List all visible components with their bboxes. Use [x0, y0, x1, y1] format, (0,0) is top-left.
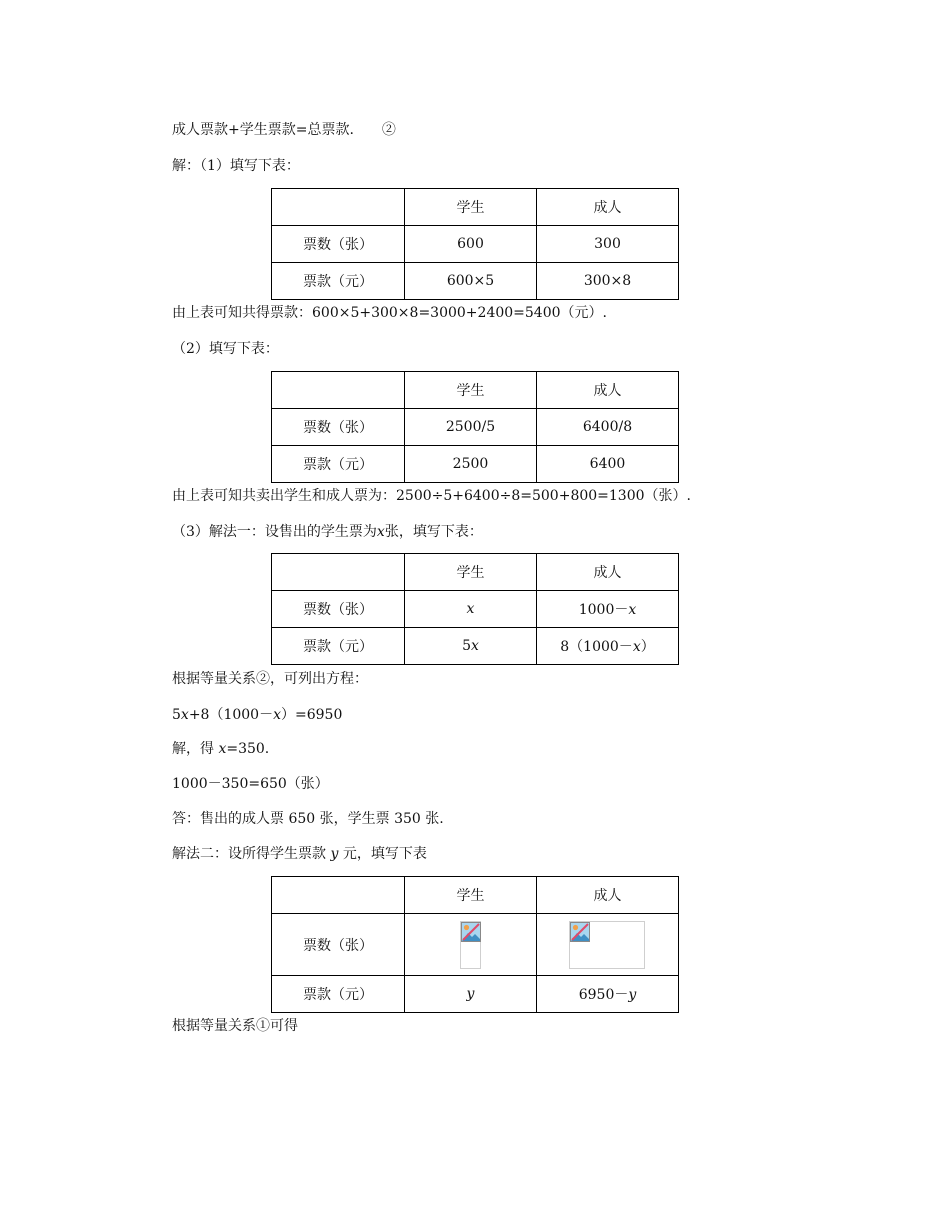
variable-x: x [471, 638, 479, 654]
table-4 [271, 876, 679, 1013]
table-cell [537, 591, 679, 628]
table-cell [405, 628, 537, 665]
text-span: 5 [172, 707, 181, 723]
table-cell: 学生 [405, 554, 537, 591]
table-cell: 600 [405, 226, 537, 263]
table-cell [537, 914, 679, 976]
table-header-row [272, 189, 679, 226]
text-line-solve [172, 740, 269, 758]
table-header-row [272, 877, 679, 914]
table-cell: 票数（张） [272, 409, 405, 446]
text-span: 张，填写下表： [384, 524, 483, 540]
text-span: 1000－ [578, 602, 629, 618]
broken-image-icon [570, 922, 590, 942]
table-1 [271, 188, 679, 300]
table-cell: 成人 [537, 189, 679, 226]
variable-y: y [330, 846, 339, 862]
text-span: 解法二：设所得学生票款 [172, 846, 331, 862]
variable-x: x [180, 707, 189, 723]
table-cell: 600×5 [405, 263, 537, 300]
text-span: 解，得 [172, 741, 219, 757]
table-row [272, 628, 679, 665]
table-row [272, 226, 679, 263]
table-cell [537, 976, 679, 1013]
table-cell: 学生 [405, 189, 537, 226]
text-line-relation-1: 根据等量关系①可得 [172, 1018, 298, 1034]
table-cell [405, 914, 537, 976]
table-cell [272, 877, 405, 914]
table-cell: 学生 [405, 372, 537, 409]
text-line-solution-2: （2）填写下表： [172, 341, 279, 357]
table-cell: 300 [537, 226, 679, 263]
text-line-equation [172, 706, 342, 724]
table-cell: 2500/5 [405, 409, 537, 446]
text-span: （3）解法一：设售出的学生票为 [172, 524, 377, 540]
broken-image [569, 921, 645, 969]
text-line-equation-intro: 根据等量关系②，可列出方程： [172, 671, 368, 687]
table-header-row [272, 554, 679, 591]
table-cell: 学生 [405, 877, 537, 914]
text-line-answer: 答：售出的成人票 650 张，学生票 350 张. [172, 811, 444, 827]
table-row [272, 409, 679, 446]
text-line-calculation: 1000－350=650（张） [172, 776, 329, 792]
text-line-equation-2: 成人票款+学生票款=总票款. ② [172, 122, 396, 138]
table-cell: x [405, 591, 537, 628]
table-cell: 300×8 [537, 263, 679, 300]
text-span: ）=6950 [281, 707, 343, 723]
variable-x: x [632, 639, 641, 655]
text-line-solution-3 [172, 523, 483, 541]
variable-y: y [628, 987, 637, 1003]
table-header-row [272, 372, 679, 409]
table-cell: 成人 [537, 372, 679, 409]
table-row [272, 263, 679, 300]
text-line-result-1: 由上表可知共得票款：600×5+300×8=3000+2400=5400（元）. [172, 305, 607, 321]
table-2 [271, 371, 679, 483]
table-row [272, 976, 679, 1013]
text-span: 8（1000－ [560, 639, 633, 655]
variable-x: x [628, 602, 637, 618]
text-line-solution-1: 解：（1）填写下表： [172, 158, 300, 174]
table-row [272, 591, 679, 628]
table-row [272, 446, 679, 483]
table-cell: 成人 [537, 877, 679, 914]
text-line-method-2 [172, 845, 427, 863]
text-span: =350. [226, 741, 270, 757]
broken-image-icon [461, 922, 481, 942]
table-cell: 6400/8 [537, 409, 679, 446]
table-row [272, 914, 679, 976]
table-cell: 2500 [405, 446, 537, 483]
text-span: 元，填写下表 [338, 846, 427, 862]
text-line-result-2: 由上表可知共卖出学生和成人票为：2500÷5+6400÷8=500+800=1300（张）. [172, 488, 691, 504]
text-span: ） [640, 639, 655, 655]
table-cell: 票款（元） [272, 628, 405, 665]
table-cell: 票款（元） [272, 976, 405, 1013]
table-cell: 票数（张） [272, 914, 405, 976]
table-cell [537, 628, 679, 665]
broken-image [460, 921, 481, 969]
text-span: 5 [462, 638, 471, 654]
table-cell: 成人 [537, 554, 679, 591]
table-cell [272, 189, 405, 226]
table-3 [271, 553, 679, 665]
table-cell [272, 372, 405, 409]
variable-x: x [218, 741, 227, 757]
table-cell: 票款（元） [272, 446, 405, 483]
table-cell: 票款（元） [272, 263, 405, 300]
text-span: +8（1000－ [188, 707, 274, 723]
variable-x: x [273, 707, 282, 723]
table-cell: y [405, 976, 537, 1013]
table-cell: 票数（张） [272, 591, 405, 628]
text-span: 6950－ [578, 987, 629, 1003]
variable-x: x [376, 524, 385, 540]
table-cell [272, 554, 405, 591]
table-cell: 票数（张） [272, 226, 405, 263]
table-cell: 6400 [537, 446, 679, 483]
